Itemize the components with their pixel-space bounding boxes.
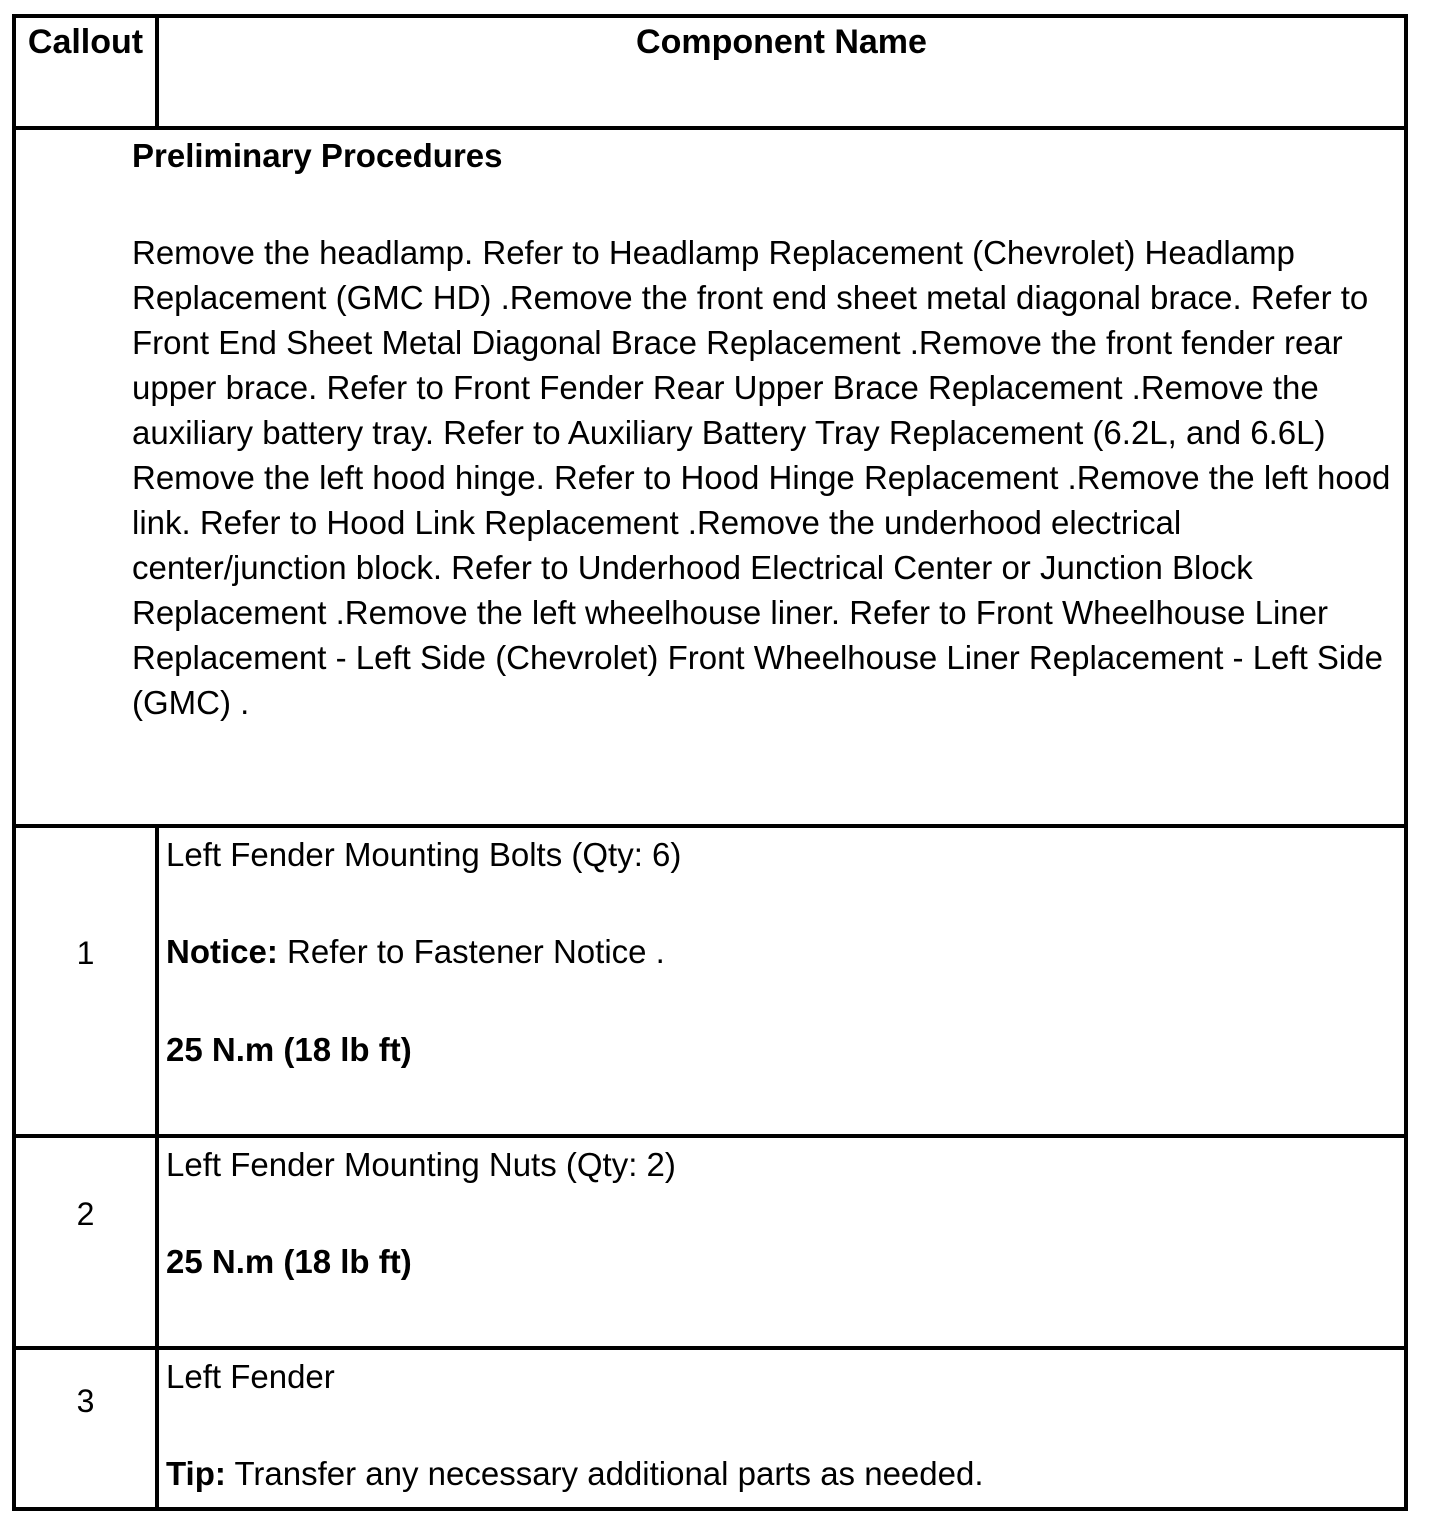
component-name: Left Fender Mounting Bolts (Qty: 6) [166,836,682,873]
tip-label: Tip: [166,1455,226,1492]
component-cell [166,1354,1391,1496]
tip [166,1451,1391,1496]
row-divider [16,126,1404,130]
torque-spec: 25 N.m (18 lb ft) [166,1031,412,1068]
row-divider [16,1134,1404,1138]
notice-text: Refer to Fastener Notice . [277,933,665,970]
tip-text: Transfer any necessary additional parts as needed. [225,1455,984,1492]
component-name: Left Fender [166,1358,335,1395]
component-cell [166,1142,1391,1284]
component-table [12,14,1408,1511]
row-divider [16,824,1404,828]
row-divider [16,1346,1404,1350]
preliminary-procedures-cell [132,136,1392,725]
notice-label: Notice: [166,933,278,970]
component-cell [166,832,1391,1072]
component-name: Left Fender Mounting Nuts (Qty: 2) [166,1146,676,1183]
callout-number: 3 [76,1383,95,1419]
component-name-header: Component Name [636,23,927,61]
callout-number: 2 [76,1196,95,1232]
callout-number: 1 [76,935,95,971]
preliminary-procedures-text: Remove the headlamp. Refer to Headlamp Replacement (Chevrolet) Headlamp Replacement (GMC HD) .Remove the front end sheet metal diagonal brace. Refer to Front End Sheet Metal Diagonal Brace Replacement .Remove the front fender rear upper brace. Refer to Front Fender Rear Upper Brace Replacement .Remove the auxiliary battery tray. Refer to Auxiliary Battery Tray Replacement (6.2L, and 6.6L) Remove the left hood hinge. Refer to Hood Hinge Replacement .Remove the left hood link. Refer to Hood Link Replacement .Remove the underhood electrical center/junction block. Refer to Underhood Electrical Center or Junction Block Replacement .Remove the left wheelhouse liner. Refer to Front Wheelhouse Liner Replacement - Left Side (Chevrolet) Front Wheelhouse Liner Replacement - Left Side (GMC) . [132,234,1391,721]
preliminary-procedures-title: Preliminary Procedures [132,137,503,174]
column-divider [155,824,159,1511]
torque-spec: 25 N.m (18 lb ft) [166,1243,412,1280]
notice [166,929,1391,974]
callout-header: Callout [27,23,144,61]
